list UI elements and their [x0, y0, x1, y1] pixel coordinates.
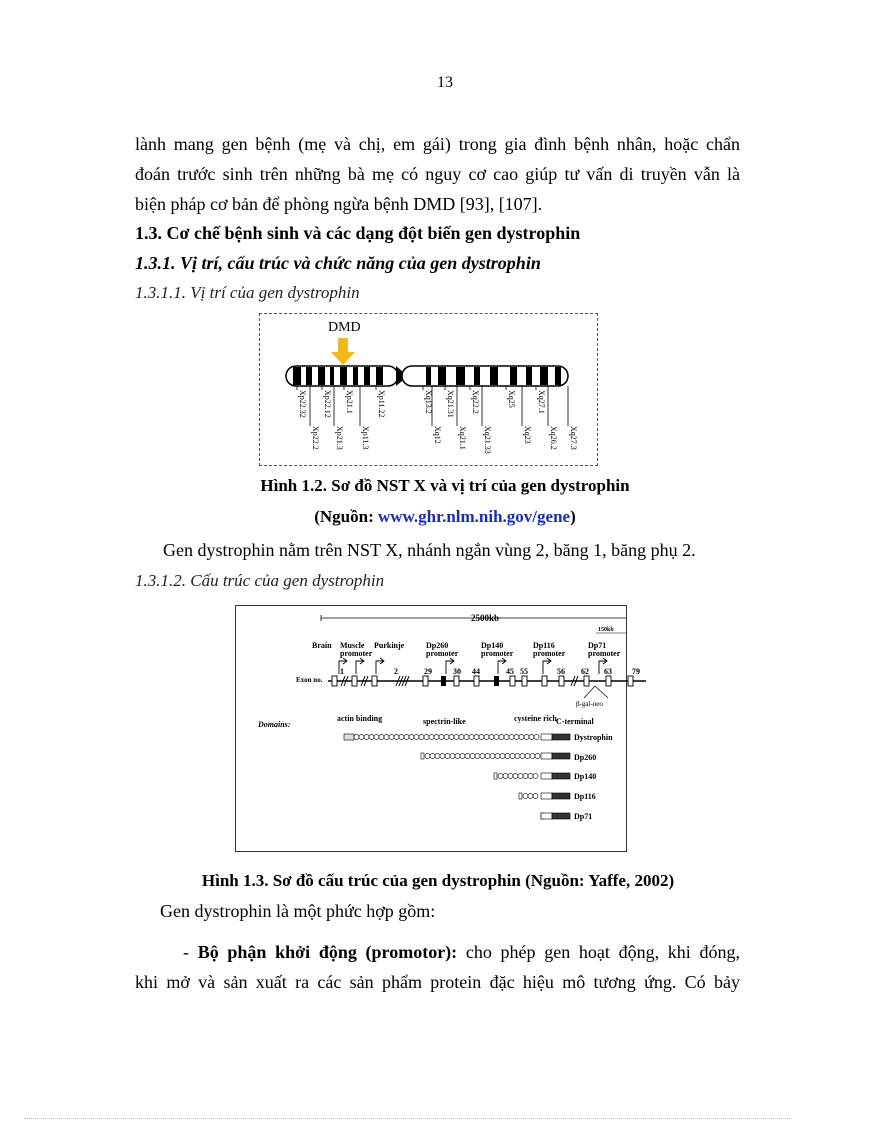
promoter-word: promoter	[340, 649, 373, 658]
spectrin-repeat	[485, 753, 490, 758]
domain-cysteine: cysteine rich	[514, 714, 557, 723]
band-label: Xq21.31	[446, 390, 455, 418]
band-label: Xp22.2	[311, 426, 320, 450]
spectrin-repeat	[384, 734, 389, 739]
spectrin-repeat	[424, 734, 429, 739]
c-terminal-domain	[552, 813, 570, 819]
band-label: Xq13.2	[424, 390, 433, 414]
spectrin-repeat	[499, 734, 504, 739]
promoter-word: promoter	[481, 649, 514, 658]
band-label: Xq23	[523, 426, 532, 444]
spectrin-repeat	[520, 753, 525, 758]
spectrin-repeat	[359, 734, 364, 739]
spectrin-repeat	[508, 773, 513, 778]
exon-number: 63	[604, 667, 612, 676]
source-link[interactable]: www.ghr.nlm.nih.gov/gene	[378, 507, 571, 526]
spectrin-repeat	[513, 773, 518, 778]
spectrin-repeat	[504, 734, 509, 739]
page-bottom-rule	[24, 1118, 792, 1119]
spectrin-repeat	[445, 753, 450, 758]
actin-domain	[344, 734, 354, 740]
spectrin-repeat	[490, 753, 495, 758]
spectrin-repeat	[465, 753, 470, 758]
promoter-dp116: Dp116	[533, 641, 555, 650]
promoter-word: promoter	[588, 649, 621, 658]
gene-structure-diagram	[236, 606, 640, 851]
chromosome-ideogram	[260, 314, 597, 465]
spectrin-repeat	[525, 753, 530, 758]
dmd-arrow-icon	[331, 338, 355, 365]
promoter-dp260: Dp260	[426, 641, 449, 650]
spectrin-repeat	[498, 773, 503, 778]
exon-number: 56	[557, 667, 565, 676]
spectrin-repeat	[518, 773, 523, 778]
spectrin-repeat	[528, 773, 533, 778]
isoform-label: Dp71	[574, 812, 593, 821]
exon-label: Exon no.	[296, 676, 323, 684]
band-label: Xq12	[433, 426, 442, 444]
cysteine-domain	[541, 753, 552, 759]
paragraph-line: - Bộ phận khởi động (promotor): cho phép gen hoạt động, khi đóng,	[183, 942, 740, 962]
band-labels	[297, 386, 578, 454]
spectrin-repeat	[529, 734, 534, 739]
page-number: 13	[437, 74, 453, 91]
spectrin-repeat	[404, 734, 409, 739]
promotor-term: Bộ phận khởi động (promotor):	[197, 942, 458, 962]
cysteine-domain	[541, 793, 552, 799]
band-label: Xq22.2	[471, 390, 480, 414]
beta-gal-label: β-gal-neo	[576, 700, 603, 708]
spectrin-repeat	[394, 734, 399, 739]
c-terminal-domain	[552, 773, 570, 779]
exon-number: 79	[632, 667, 640, 676]
spectrin-repeat	[523, 793, 528, 798]
spectrin-repeat	[470, 753, 475, 758]
isoform-label: Dp116	[574, 792, 596, 801]
cysteine-domain	[541, 773, 552, 779]
band-label: Xq27.3	[569, 426, 578, 450]
promoter-word: promoter	[533, 649, 566, 658]
paragraph-line: khi mở và sản xuất ra các sản phẩm protein đặc hiệu mô tương ứng. Có bảy	[135, 972, 740, 992]
band-label: Xq26.2	[549, 426, 558, 450]
spectrin-repeat	[459, 734, 464, 739]
spectrin-repeat	[480, 753, 485, 758]
figure-1-2-source	[0, 507, 890, 527]
cysteine-domain	[541, 813, 552, 819]
spectrin-repeat	[474, 734, 479, 739]
promoter-brain: Brain	[312, 641, 332, 650]
band-label: Xp22.12	[323, 390, 332, 418]
paragraph-intro	[135, 129, 740, 219]
band-label: Xq21.33	[483, 426, 492, 454]
spectrin-repeat	[379, 734, 384, 739]
isoform-start	[494, 773, 497, 779]
paragraph-line: đoán trước sinh trên những bà mẹ có nguy cơ cao giúp tư vấn di truyền vẫn là	[135, 164, 740, 184]
small-span-label: 150kb	[598, 627, 614, 633]
spectrin-repeat	[505, 753, 510, 758]
figure-1-3-caption: Hình 1.3. Sơ đồ cấu trúc của gen dystrophin (Nguồn: Yaffe, 2002)	[201, 871, 675, 890]
heading-1-3-1-2: 1.3.1.2. Cấu trúc của gen dystrophin	[135, 571, 385, 590]
spectrin-repeat	[484, 734, 489, 739]
spectrin-repeat	[425, 753, 430, 758]
isoform-start	[421, 753, 424, 759]
exon-number: 30	[453, 667, 461, 676]
band-label: Xq21.1	[458, 426, 467, 450]
promoter-muscle: Muscle	[340, 641, 365, 650]
domain-spectrin: spectrin-like	[423, 717, 466, 726]
spectrin-repeat	[530, 753, 535, 758]
promoter-dp71: Dp71	[588, 641, 607, 650]
spectrin-repeat	[354, 734, 359, 739]
spectrin-repeat	[450, 753, 455, 758]
band-label: Xp22.32	[298, 390, 307, 418]
spectrin-repeat	[469, 734, 474, 739]
spectrin-repeat	[455, 753, 460, 758]
band-label: Xp11.3	[361, 426, 370, 450]
paragraph-line: lành mang gen bệnh (mẹ và chị, em gái) trong gia đình bệnh nhân, hoặc chẩn	[135, 134, 740, 154]
spectrin-repeat	[464, 734, 469, 739]
band-label: Xp21.1	[345, 390, 354, 414]
figure-chromosome-x	[259, 313, 598, 466]
spectrin-repeat	[429, 734, 434, 739]
spectrin-repeat	[419, 734, 424, 739]
spectrin-repeat	[364, 734, 369, 739]
paragraph-location: Gen dystrophin nằm trên NST X, nhánh ngắn vùng 2, băng 1, băng phụ 2.	[163, 540, 696, 560]
spectrin-repeat	[510, 753, 515, 758]
figure-1-2-caption: Hình 1.2. Sơ đồ NST X và vị trí của gen dystrophin	[260, 476, 630, 495]
paragraph-line: biện pháp cơ bản để phòng ngừa bệnh DMD [93], [107].	[135, 194, 543, 214]
spectrin-repeat	[440, 753, 445, 758]
spectrin-repeat	[454, 734, 459, 739]
spectrin-repeat	[444, 734, 449, 739]
spectrin-repeat	[494, 734, 499, 739]
source-suffix: )	[570, 507, 576, 526]
spectrin-repeat	[519, 734, 524, 739]
isoform-label: Dp140	[574, 772, 597, 781]
exon-number: 55	[520, 667, 528, 676]
isoform-labels	[574, 733, 613, 821]
exon-number: 62	[581, 667, 589, 676]
isoform-rows	[344, 734, 570, 819]
heading-1-3-1-1: 1.3.1.1. Vị trí của gen dystrophin	[135, 283, 360, 302]
cysteine-domain	[541, 734, 552, 740]
exon-number: 45	[506, 667, 514, 676]
spectrin-repeat	[449, 734, 454, 739]
isoform-label: Dystrophin	[574, 733, 613, 742]
spectrin-repeat	[414, 734, 419, 739]
spectrin-repeat	[495, 753, 500, 758]
exon-number: 1	[340, 667, 344, 676]
promoter-word: promoter	[426, 649, 459, 658]
paragraph-promotor	[135, 937, 740, 997]
dmd-label: DMD	[328, 320, 361, 335]
c-terminal-domain	[552, 793, 570, 799]
c-terminal-domain	[552, 734, 570, 740]
figure-gene-structure	[235, 605, 640, 852]
spectrin-repeat	[460, 753, 465, 758]
exon-number: 44	[472, 667, 480, 676]
exon-number: 29	[424, 667, 432, 676]
band-label: Xp11.22	[377, 390, 386, 418]
spectrin-repeat	[500, 753, 505, 758]
domain-c-terminal: C-terminal	[556, 717, 594, 726]
spectrin-repeat	[524, 734, 529, 739]
spectrin-repeat	[533, 773, 538, 778]
spectrin-repeat	[523, 773, 528, 778]
spectrin-repeat	[435, 753, 440, 758]
spectrin-repeat	[434, 734, 439, 739]
span-label: 2500kb	[471, 613, 500, 623]
band-label: Xq27.1	[537, 390, 546, 414]
domain-actin: actin binding	[337, 714, 383, 723]
spectrin-repeat	[369, 734, 374, 739]
spectrin-repeat	[439, 734, 444, 739]
paragraph-gene-components: Gen dystrophin là một phức hợp gồm:	[160, 901, 436, 921]
spectrin-repeat	[389, 734, 394, 739]
spectrin-repeat	[534, 734, 539, 739]
heading-1-3-1: 1.3.1. Vị trí, cấu trúc và chức năng của gen dystrophin	[135, 253, 541, 273]
spectrin-repeat	[514, 734, 519, 739]
spectrin-repeat	[533, 793, 538, 798]
promoter-dp140: Dp140	[481, 641, 504, 650]
c-terminal-domain	[552, 753, 570, 759]
isoform-label: Dp260	[574, 753, 597, 762]
spectrin-repeat	[509, 734, 514, 739]
spectrin-repeat	[479, 734, 484, 739]
spectrin-repeat	[528, 793, 533, 798]
promoter-purkinje: Purkinje	[374, 641, 405, 650]
heading-1-3: 1.3. Cơ chế bệnh sinh và các dạng đột biến gen dystrophin	[135, 223, 581, 243]
band-label: Xp21.3	[335, 426, 344, 450]
spectrin-repeat	[503, 773, 508, 778]
spectrin-repeat	[399, 734, 404, 739]
spectrin-repeat	[489, 734, 494, 739]
spectrin-repeat	[409, 734, 414, 739]
isoform-start	[519, 793, 522, 799]
spectrin-repeat	[515, 753, 520, 758]
exon-number: 2	[394, 667, 398, 676]
source-prefix: (Nguồn:	[314, 507, 378, 526]
domains-label: Domains:	[258, 720, 291, 729]
spectrin-repeat	[430, 753, 435, 758]
spectrin-repeat	[535, 753, 540, 758]
spectrin-repeat	[374, 734, 379, 739]
spectrin-repeat	[475, 753, 480, 758]
band-label: Xq25	[507, 390, 516, 408]
